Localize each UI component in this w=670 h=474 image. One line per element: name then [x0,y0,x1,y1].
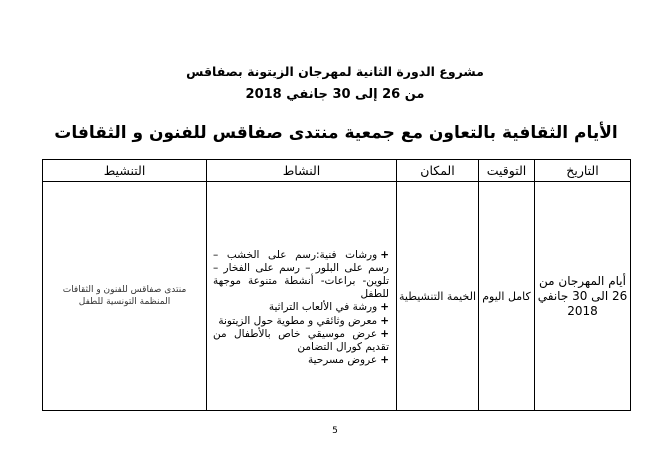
activity-text: ورشات فنية:رسم على الخشب – رسم على البلور – رسم على الفخار – تلوين- براعات- أنشطة متنوعة موجهة للطفل [213,248,389,301]
organizer-partner: المنظمة التونسية للطفل [78,297,171,307]
cell-organizer [43,182,207,411]
cell-date [535,182,631,411]
time-text: كامل اليوم [482,289,531,303]
activity-list [213,249,389,368]
project-heading: مشروع الدورة الثانية لمهرجان الزيتونة بصفاقس [186,64,484,79]
activity-text: معرض وثائقي و مطوية حول الزيتونة [218,314,378,327]
header-activity: النشاط [207,160,397,182]
header-organizer: التنشيط [43,160,207,182]
plus-bullet-icon: + [380,248,389,261]
activity-item [213,301,389,314]
festival-dates-heading: من 26 إلى 30 جانفي 2018 [245,87,425,102]
place-text: الخيمة التنشيطية [399,289,476,303]
activity-item [213,328,389,354]
activity-item [213,249,389,302]
organizer-name: منتدى صفاقس للفنون و الثقافات [62,285,187,295]
date-text: أيام المهرجان من 26 الى 30 جانفي 2018 [537,273,628,318]
header-time: التوقيت [479,160,535,182]
plus-bullet-icon: + [380,314,389,327]
cell-time [479,182,535,411]
cell-activity [207,182,397,411]
page-number: 5 [332,426,338,436]
activity-item [213,354,389,367]
activity-text: ورشة في الألعاب التراثية [268,301,378,314]
header-date: التاريخ [535,160,631,182]
activity-text: عرض موسيقي خاص بالأطفال من تقديم كورال التضامن [213,327,389,353]
header-place: المكان [397,160,479,182]
page-title: الأيام الثقافية بالتعاون مع جمعية منتدى صفاقس للفنون و الثقافات [54,123,618,143]
table-row [43,182,631,411]
plus-bullet-icon: + [380,327,389,340]
activity-text: عروض مسرحية [307,354,378,367]
plus-bullet-icon: + [380,354,389,367]
activity-item [213,315,389,328]
table-header-row [43,160,631,182]
cell-place [397,182,479,411]
plus-bullet-icon: + [380,301,389,314]
program-table [42,159,631,411]
